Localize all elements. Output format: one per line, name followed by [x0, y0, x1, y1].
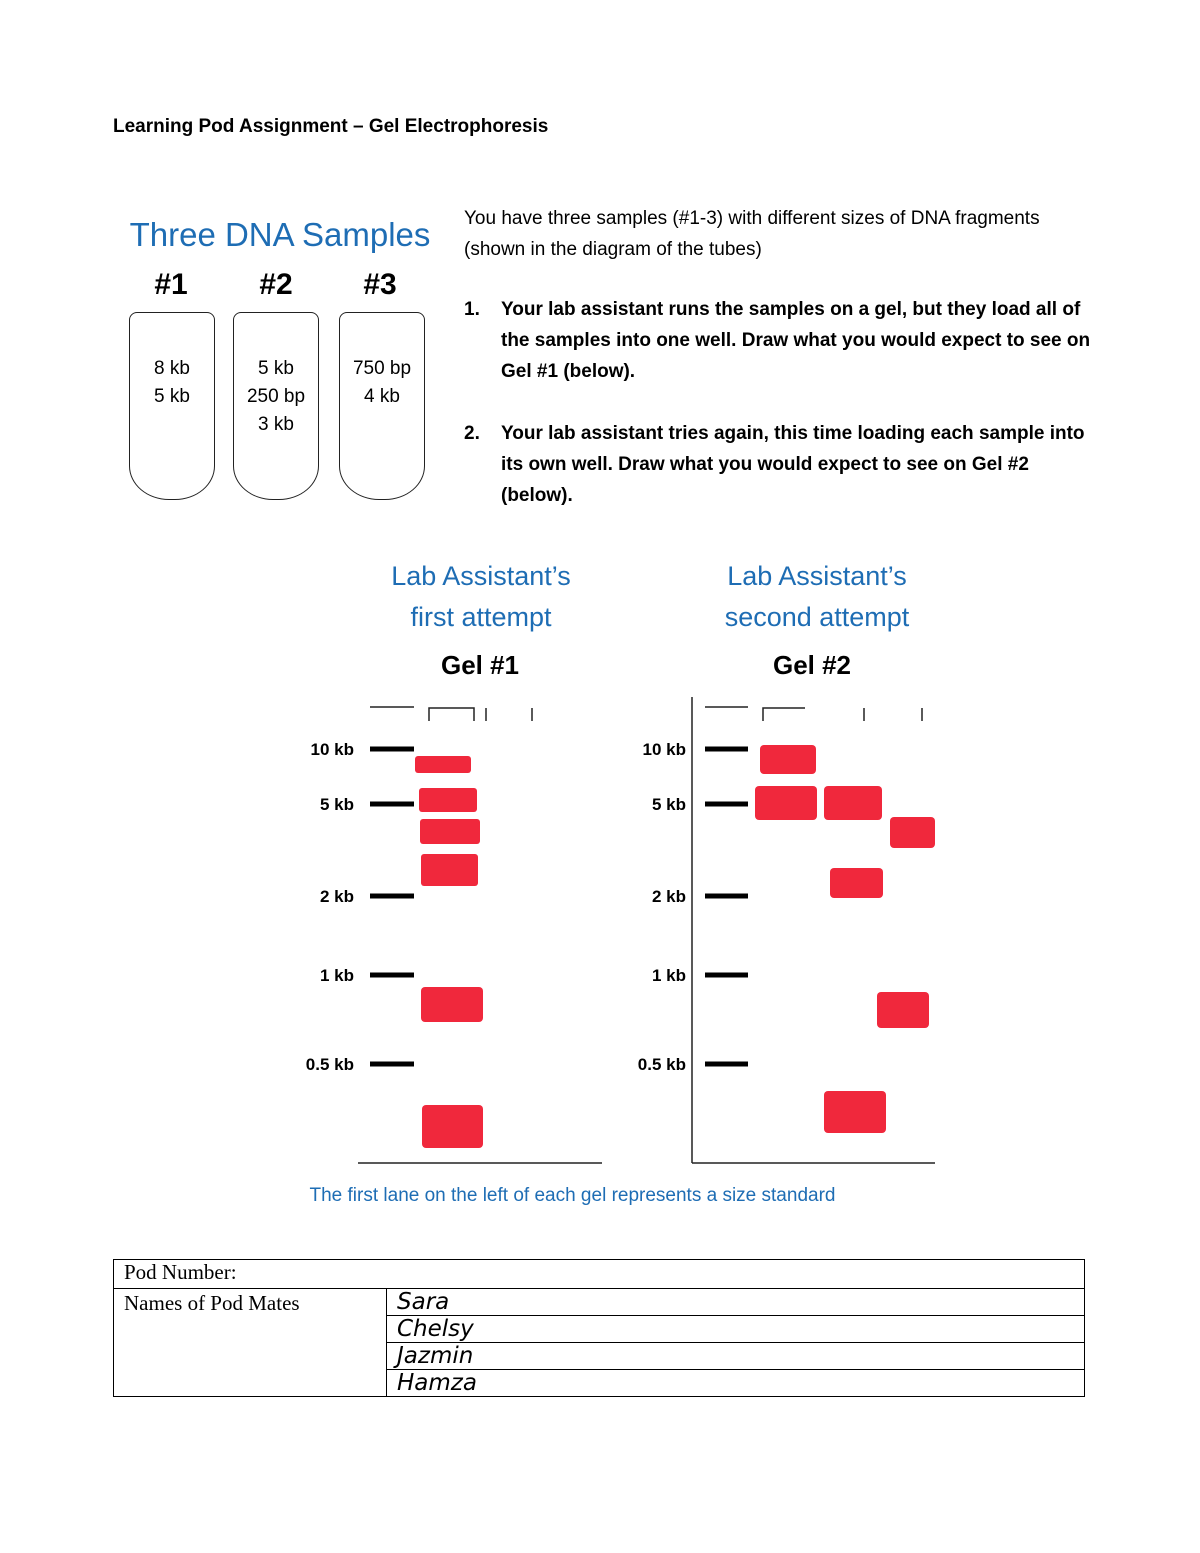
gel-2-heading-line1: Lab Assistant’s: [727, 561, 907, 591]
samples-heading: Three DNA Samples: [129, 216, 431, 253]
tube-number-1: #1: [154, 268, 188, 301]
gel-2-bands: [755, 745, 935, 1133]
tube-1-fragment: 8 kb: [154, 358, 190, 379]
question-2-text: Your lab assistant tries again, this time loading each sample into its own well. Draw what you would expect to see on Gel #2 (below).: [501, 423, 1085, 506]
ladder-label: 0.5 kb: [637, 1055, 686, 1074]
gel-1-bands: [415, 756, 483, 1148]
gel-1-heading-line1: Lab Assistant’s: [391, 561, 571, 591]
pod-mate-name[interactable]: Sara: [387, 1289, 1085, 1316]
pod-number-cell[interactable]: [114, 1260, 1085, 1289]
gel-2-band-sample2-5kb: [824, 786, 882, 820]
page-title: Learning Pod Assignment – Gel Electrophoresis: [113, 116, 549, 137]
tube-2-fragment: 250 bp: [246, 386, 306, 407]
question-2-number: 2.: [464, 423, 480, 444]
ladder-label: 2 kb: [319, 887, 354, 906]
gel-2-band-sample3-750bp: [877, 992, 929, 1028]
question-1-number: 1.: [464, 299, 480, 320]
gel-1-heading-line2: first attempt: [410, 602, 552, 632]
ladder-label: 5 kb: [319, 795, 354, 814]
gel-1-ladder: [306, 740, 414, 1074]
ladder-label: 10 kb: [310, 740, 354, 759]
tube-2-fragment: 5 kb: [258, 358, 294, 379]
gel-1-band-8kb: [415, 756, 471, 773]
gel-2-title: Gel #2: [772, 650, 852, 680]
gel-2-sample-well: [763, 708, 805, 721]
ladder-label: 1 kb: [651, 966, 686, 985]
tube-3-fragment: 4 kb: [364, 386, 400, 407]
question-1-text: Your lab assistant runs the samples on a gel, but they load all of the samples into one well. Draw what you would expect to see on Gel #1 (below).: [501, 299, 1091, 382]
instructions-intro: You have three samples (#1-3) with different sizes of DNA fragments (shown in the diagram of the tubes): [464, 208, 1040, 260]
tube-3-fragment: 750 bp: [352, 358, 412, 379]
ladder-label: 5 kb: [651, 795, 686, 814]
tube-1-fragment: 5 kb: [154, 386, 190, 407]
gel-footnote: The first lane on the left of each gel represents a size standard: [309, 1185, 836, 1206]
pod-mate-name[interactable]: Hamza: [387, 1370, 1085, 1397]
gel-1-sample-well: [429, 708, 474, 721]
gel-1-band-5kb: [419, 788, 477, 812]
gel-1: [306, 707, 602, 1163]
gel-2-band-sample2-3kb: [830, 868, 883, 898]
ladder-label: 10 kb: [642, 740, 686, 759]
pod-mate-name[interactable]: Chelsy: [387, 1316, 1085, 1343]
gel-2-band-sample3-4kb: [890, 817, 935, 848]
gel-1-band-250bp: [422, 1105, 483, 1148]
pod-number-label: Pod Number:: [124, 1260, 237, 1284]
gel-2-heading-line2: second attempt: [724, 602, 910, 632]
tube-number-3: #3: [363, 268, 397, 301]
gel-1-band-3kb: [421, 854, 478, 886]
pod-mate-name[interactable]: Jazmin: [387, 1343, 1085, 1370]
gel-2-ladder: [638, 740, 748, 1074]
gel-1-title: Gel #1: [440, 650, 520, 680]
names-label: Names of Pod Mates: [124, 1291, 300, 1315]
gel-2-band-sample1-5kb: [755, 786, 817, 820]
gel-2-band-sample1-8kb: [760, 745, 816, 774]
tube-number-2: #2: [259, 268, 293, 301]
ladder-label: 2 kb: [651, 887, 686, 906]
tube-2-fragment: 3 kb: [258, 414, 294, 435]
ladder-label: 0.5 kb: [305, 1055, 354, 1074]
gel-1-band-4kb: [420, 819, 480, 844]
gel-1-band-750bp: [421, 987, 483, 1022]
gel-2: [638, 697, 935, 1163]
pod-table: [113, 1259, 1085, 1397]
names-label-cell: [114, 1289, 387, 1397]
gel-2-band-sample2-250bp: [824, 1091, 886, 1133]
ladder-label: 1 kb: [319, 966, 354, 985]
